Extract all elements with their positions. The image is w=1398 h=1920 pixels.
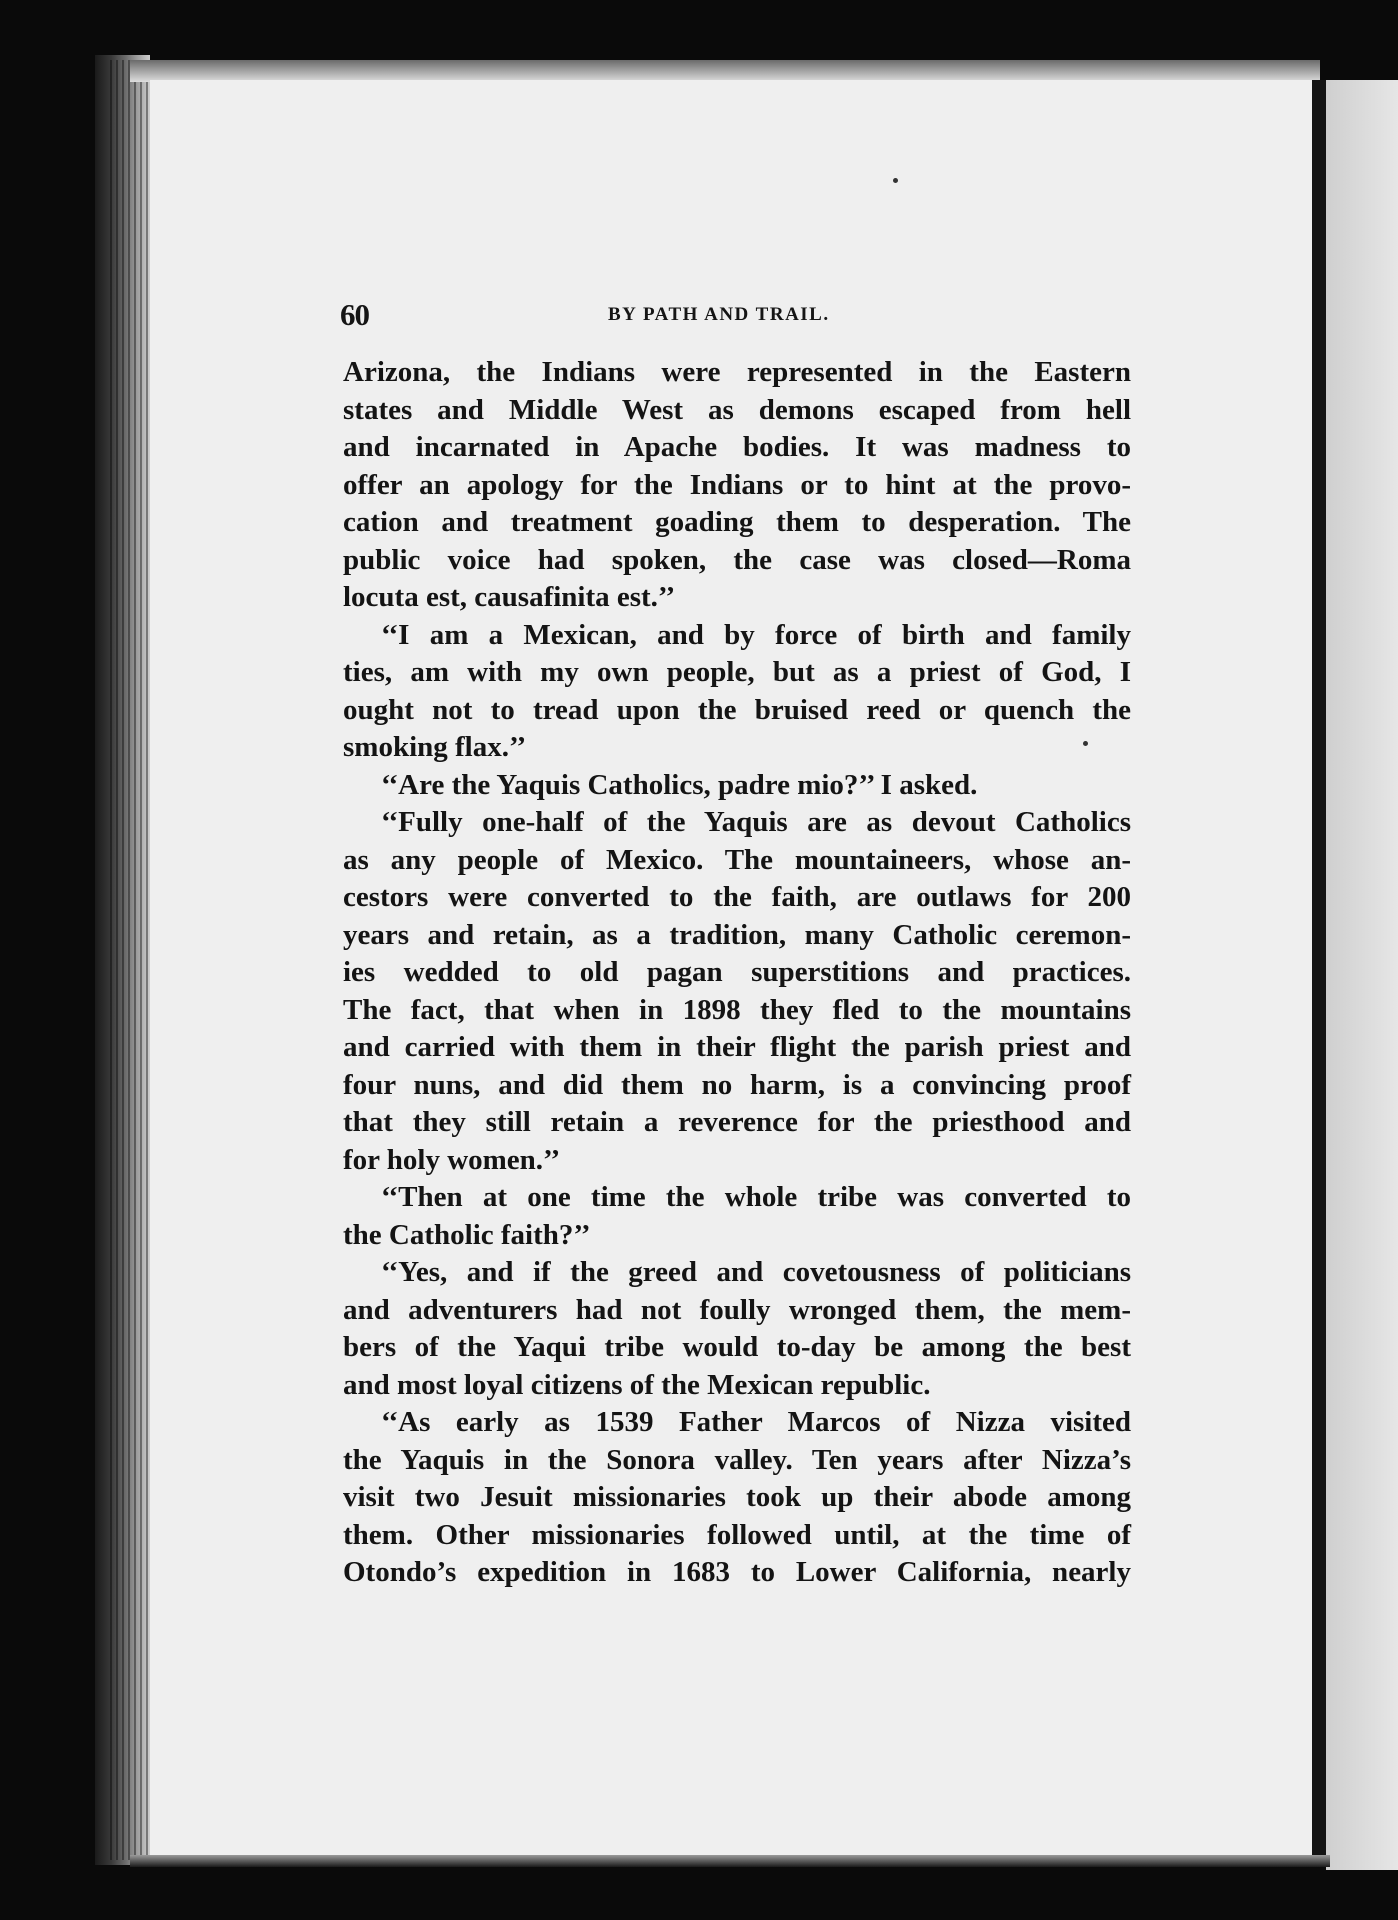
binding-page-edges <box>110 60 150 1860</box>
ink-speck <box>893 178 898 183</box>
text-line: years and retain, as a tradition, many Catholic ceremon- <box>343 918 1131 951</box>
text-line: ties, am with my own people, but as a priest of God, I <box>343 656 1131 688</box>
text-line: and most loyal citizens of the Mexican republic. <box>343 1368 931 1401</box>
text-line: smoking flax.’’ <box>343 731 527 763</box>
page-top-edge <box>130 60 1320 82</box>
text-line: ‘‘I am a Mexican, and by force of birth and family <box>381 618 1131 651</box>
text-line: and carried with them in their flight the parish priest and <box>343 1031 1131 1063</box>
text-line: public voice had spoken, the case was closed—Roma <box>343 543 1131 576</box>
text-line: the Catholic faith?’’ <box>343 1218 591 1251</box>
text-line: ‘‘Yes, and if the greed and covetousness of politicians <box>381 1256 1131 1288</box>
page-bottom-edge <box>130 1855 1330 1867</box>
running-head <box>340 297 1180 337</box>
page-number: 60 <box>340 297 369 332</box>
gutter-shadow <box>1312 80 1326 1860</box>
facing-page-edge <box>1326 80 1398 1870</box>
text-line: ‘‘Are the Yaquis Catholics, padre mio?’’ I asked. <box>381 768 978 801</box>
text-line: four nuns, and did them no harm, is a convincing proof <box>343 1068 1131 1101</box>
text-line: and adventurers had not foully wronged them, the mem- <box>343 1293 1131 1326</box>
text-line: that they still retain a reverence for the priesthood and <box>343 1106 1131 1138</box>
running-head-title: BY PATH AND TRAIL. <box>608 304 830 325</box>
text-line: ‘‘Then at one time the whole tribe was converted to <box>381 1181 1131 1213</box>
text-line: Arizona, the Indians were represented in the Eastern <box>343 356 1131 388</box>
text-line: ought not to tread upon the bruised reed or quench the <box>343 693 1131 726</box>
text-line: cestors were converted to the faith, are outlaws for 200 <box>343 881 1131 913</box>
text-line: ‘‘Fully one-half of the Yaquis are as devout Catholics <box>381 806 1131 838</box>
text-line: visit two Jesuit missionaries took up their abode among <box>343 1481 1131 1513</box>
text-line: and incarnated in Apache bodies. It was madness to <box>343 431 1131 463</box>
text-line: locuta est, causafinita est.’’ <box>343 581 676 613</box>
text-line: them. Other missionaries followed until, at the time of <box>343 1518 1131 1551</box>
text-line: bers of the Yaqui tribe would to-day be among the best <box>343 1331 1131 1363</box>
body-text <box>343 354 1131 1592</box>
text-line: ‘‘As early as 1539 Father Marcos of Nizza visited <box>381 1406 1131 1438</box>
text-line: cation and treatment goading them to desperation. The <box>343 506 1131 538</box>
text-line: ies wedded to old pagan superstitions and practices. <box>343 956 1131 988</box>
text-line: states and Middle West as demons escaped from hell <box>343 393 1131 426</box>
text-line: The fact, that when in 1898 they fled to the mountains <box>343 993 1131 1026</box>
text-line: the Yaquis in the Sonora valley. Ten years after Nizza’s <box>343 1443 1131 1476</box>
text-line: offer an apology for the Indians or to hint at the provo- <box>343 468 1131 501</box>
text-line: for holy women.’’ <box>343 1143 561 1176</box>
text-line: as any people of Mexico. The mountaineers, whose an- <box>343 843 1131 876</box>
text-line: Otondo’s expedition in 1683 to Lower California, nearly <box>343 1556 1131 1588</box>
